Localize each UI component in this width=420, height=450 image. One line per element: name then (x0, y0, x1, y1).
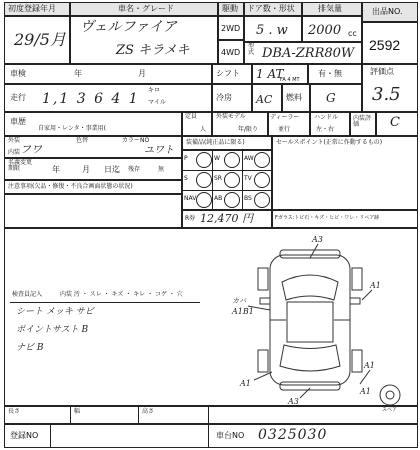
equip-bs: BS (244, 195, 252, 202)
lot-label: 出品NO. (372, 7, 403, 16)
color-change-label: 色替 (76, 137, 89, 144)
interior-color-label: 内装 (8, 149, 21, 156)
history-sub: 自家用・レンタ・事業用( (38, 125, 106, 132)
rear-window (280, 345, 340, 371)
mirror-right (350, 298, 360, 304)
shift-label: シフト (216, 69, 240, 78)
mark-a1-right: A1 (370, 281, 381, 290)
doors-label: ドア数・形状 (247, 4, 295, 13)
width-label: 幅 (74, 408, 81, 415)
mileage-value: 1,1 3 6 4 1 (42, 91, 140, 107)
aircon-label: 有・無 (318, 69, 342, 78)
mileage-unit-mile: マイル (148, 99, 166, 106)
fixed-label: 定員 (185, 113, 198, 120)
spare-tire (380, 385, 400, 405)
reg-no-label: 登録NO (10, 431, 39, 440)
shaken-year: 年 (74, 69, 82, 78)
roof-panel (287, 302, 333, 342)
leader-line-4 (254, 372, 272, 380)
wheel-rr (352, 350, 362, 372)
car-name-label: 車名・グレード (118, 4, 174, 13)
registration-day: 日迄 (104, 165, 120, 174)
refund-label: 残存 (128, 166, 141, 173)
history-label: 車歴 (10, 117, 26, 126)
notes-label: 注意事項(欠品・修復・不良合画面状態の状況) (8, 183, 133, 190)
model-out-value: 年/限り (238, 126, 259, 133)
first-reg-value: 29/5月 (14, 30, 66, 49)
rating-value: 3.5 (372, 84, 401, 105)
exterior-value: フワ (20, 143, 42, 156)
registration-month: 月 (82, 165, 90, 174)
equip-ab: AB (214, 195, 223, 202)
recycle-label: R券 (185, 215, 196, 222)
rear-bumper (280, 382, 340, 390)
dimensions-row (4, 406, 418, 424)
grade: ZS キラメキ (116, 43, 190, 58)
drive-2wd: 2WD (221, 24, 241, 33)
inspector-note-2: ポイントサスト B (16, 325, 89, 335)
displacement-label: 排気量 (318, 4, 342, 13)
mileage-unit-km: キロ (148, 87, 161, 94)
dealer-label: ディーラー (270, 114, 300, 121)
shaken-month: 月 (138, 69, 146, 78)
drive-4wd: 4WD (221, 48, 241, 57)
mark-a1b1: A1B1 (232, 307, 254, 316)
equip-nav: NAV (184, 195, 197, 202)
exterior-label: 外装 (8, 137, 21, 144)
dealer-value: 並行 (278, 126, 291, 133)
mileage-label: 走行 (10, 93, 26, 102)
wheel-fl (258, 268, 268, 290)
mark-a1-rear-right: A1 (364, 361, 375, 370)
recycle-value: 12,470 円 (200, 212, 253, 225)
mark-a3-front: A3 (312, 235, 323, 244)
inspector-note-3: ナビ B (16, 343, 44, 353)
shaken-label: 車検 (10, 69, 26, 78)
equipment-title: 装備品(純正品に限る) (186, 139, 245, 146)
chassis-no-value: 0325030 (258, 427, 328, 443)
equip-w: W (214, 155, 220, 162)
leader-line-3 (362, 290, 372, 300)
handle-label: ハンドル (314, 114, 339, 121)
mark-a3-rear: A3 (288, 397, 299, 406)
drive-label: 駆動 (222, 4, 238, 13)
length-label: 長さ (8, 408, 21, 415)
equip-aw: AW (244, 155, 254, 162)
front-bumper (280, 250, 340, 258)
registration-label: 名義変更期限 (8, 159, 33, 172)
color-no-value: ユワト (144, 145, 174, 156)
color-no-label: カラーNO (122, 137, 150, 144)
fuel-value: G (326, 91, 336, 105)
shift-sub: FA 4 MT (280, 77, 300, 83)
model-type-label: 型式 (248, 43, 255, 56)
shift-value: 1 AT (256, 67, 284, 81)
spare-label: スペア (382, 407, 398, 413)
equip-p: P (184, 155, 188, 162)
wheel-fr (352, 268, 362, 290)
inspector-label: 検査員記入 (12, 291, 43, 298)
model-type-value: DBA-ZRR80W (262, 46, 355, 61)
registration-footer (4, 424, 418, 448)
equip-s: S (184, 175, 188, 182)
equip-tv: TV (244, 175, 252, 182)
cooler-value: AC (256, 93, 273, 106)
model-out-label: 外装モデル (216, 113, 246, 120)
interior-eval-label: 内装評価 (353, 115, 372, 128)
leader-line-1 (310, 244, 318, 258)
first-reg-label: 初度登録年月 (8, 4, 56, 13)
cooler-label: 冷房 (216, 93, 232, 102)
doors-value: 5 . w (256, 23, 288, 38)
displacement-value: 2000 (308, 23, 342, 38)
fixed-value: 人 (200, 126, 207, 133)
registration-year: 年 (52, 165, 60, 174)
mirror-left (260, 298, 270, 304)
refund-value: 無 (158, 166, 165, 173)
model-name: ヴェルファイア (80, 19, 177, 35)
wheel-rl (258, 350, 268, 372)
inspector-note-1: シート メッキ サビ (16, 307, 94, 317)
chassis-no-label: 車台NO (216, 431, 245, 440)
equip-sr: SR (214, 175, 222, 182)
cc-unit: cc (348, 29, 357, 38)
front-windshield (282, 275, 338, 300)
spare-tire-hub (386, 391, 394, 399)
handle-value: 左・右 (316, 126, 335, 133)
glass-label: Fガラス:トビ石・キズ・ヒビ・ワレ・リペア跡 (275, 215, 380, 221)
interior-eval-value: C (390, 115, 400, 130)
mark-a1-rear-left: A1 (240, 379, 251, 388)
fuel-label: 燃料 (286, 93, 302, 102)
lot-number: 2592 (369, 37, 401, 53)
rating-label: 評価点 (370, 67, 394, 76)
mark-cover: カバ (232, 297, 246, 305)
height-label: 高さ (142, 408, 155, 415)
inspector-chips: 内装 汚 ・ スレ ・ キズ ・ キレ ・ コゲ ・ 穴 (60, 291, 183, 298)
mark-a1-bottom: A1 (360, 387, 371, 396)
sales-point-label: セールスポイント(正常に作動するもの) (276, 139, 383, 146)
